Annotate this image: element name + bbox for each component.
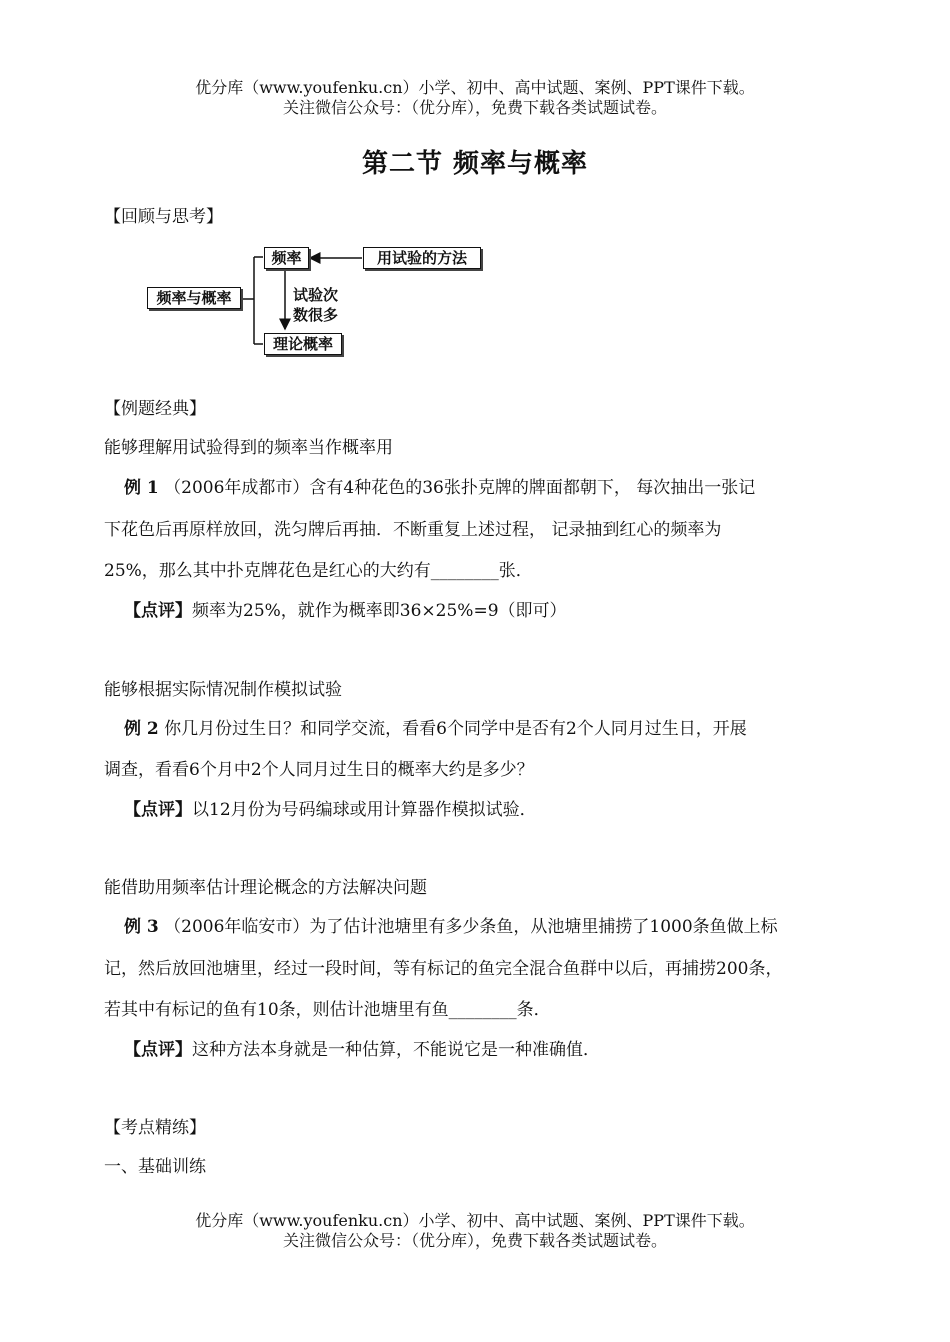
- page-title: 第二节 频率与概率: [361, 149, 589, 179]
- example-3-label: 例 3: [124, 917, 159, 937]
- examples-heading: 【例题经典】: [104, 399, 206, 419]
- example-1-line-3: 25%，那么其中扑克牌花色是红心的大约有________张．: [104, 561, 533, 581]
- footer-line-2: 关注微信公众号：（优分库），免费下载各类试题试卷。: [282, 1231, 667, 1250]
- arrow-label-line-2: 数很多: [293, 306, 339, 324]
- example-1-line-1: 例 1 （2006年成都市）含有4种花色的36张扑克牌的牌面都朝下， 每次抽出一张记: [124, 478, 756, 498]
- example-3-line-1: 例 3 （2006年临安市）为了估计池塘里有多少条鱼，从池塘里捕捞了1000条鱼做上标: [124, 917, 778, 937]
- example-3-line-3: 若其中有标记的鱼有10条，则估计池塘里有鱼________条．: [104, 1000, 551, 1020]
- example-1-label: 例 1: [124, 478, 159, 498]
- example-2-label: 例 2: [124, 719, 159, 739]
- example-2-line-1: 例 2 你几月份过生日？和同学交流，看看6个同学中是否有2个人同月过生日，开展: [124, 719, 747, 739]
- practice-subheading: 一、基础训练: [104, 1157, 206, 1177]
- example-3-line-2: 记，然后放回池塘里，经过一段时间，等有标记的鱼完全混合鱼群中以后，再捕捞200条，: [104, 959, 783, 979]
- arrow-label-line-1: 试验次: [293, 286, 339, 304]
- practice-heading: 【考点精练】: [104, 1118, 206, 1138]
- example-2-line-2: 调查，看看6个月中2个人同月过生日的概率大约是多少？: [104, 760, 534, 780]
- example-3-comment: 【点评】这种方法本身就是一种估算，不能说它是一种准确值．: [124, 1040, 600, 1060]
- node-experiment-method: 用试验的方法: [363, 247, 481, 269]
- comment-tag: 【点评】: [124, 601, 192, 621]
- node-frequency: 频率: [264, 247, 309, 269]
- node-frequency-probability: 频率与概率: [147, 287, 241, 309]
- footer-line-1: 优分库（www.youfenku.cn）小学、初中、高中试题、案例、PPT课件下载。: [195, 1211, 755, 1230]
- comment-tag: 【点评】: [124, 1040, 192, 1060]
- node-theoretical-probability: 理论概率: [264, 333, 342, 355]
- example-1-comment: 【点评】频率为25%，就作为概率即36×25%=9（即可）: [124, 601, 567, 621]
- section-2-heading: 能够根据实际情况制作模拟试验: [104, 680, 342, 700]
- header-line-1: 优分库（www.youfenku.cn）小学、初中、高中试题、案例、PPT课件下载。: [195, 78, 755, 97]
- example-1-line-2: 下花色后再原样放回，洗匀牌后再抽．不断重复上述过程， 记录抽到红心的频率为: [104, 520, 722, 540]
- concept-diagram: [140, 237, 490, 362]
- section-1-heading: 能够理解用试验得到的频率当作概率用: [104, 438, 393, 458]
- example-2-comment: 【点评】以12月份为号码编球或用计算器作模拟试验．: [124, 800, 537, 820]
- header-line-2: 关注微信公众号：（优分库），免费下载各类试题试卷。: [282, 98, 667, 117]
- section-3-heading: 能借助用频率估计理论概念的方法解决问题: [104, 878, 427, 898]
- review-heading: 【回顾与思考】: [104, 207, 223, 227]
- comment-tag: 【点评】: [124, 800, 192, 820]
